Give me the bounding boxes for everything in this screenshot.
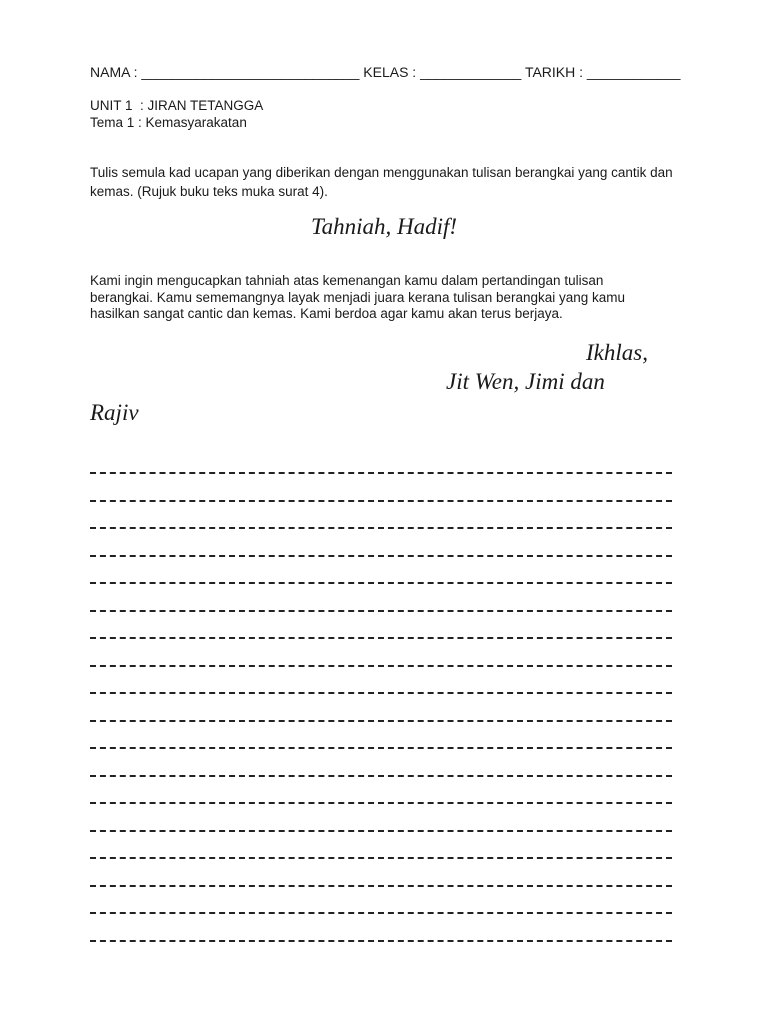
writing-line[interactable] — [90, 653, 672, 681]
writing-line[interactable] — [90, 900, 672, 928]
writing-line[interactable] — [90, 515, 672, 543]
card-title: Tahniah, Hadif! — [310, 214, 458, 239]
writing-line[interactable] — [90, 818, 672, 846]
tarikh-field[interactable]: ____________ — [586, 64, 681, 80]
writing-line[interactable] — [90, 708, 672, 736]
tarikh-label: TARIKH : — [524, 64, 584, 80]
writing-line[interactable] — [90, 845, 672, 873]
writing-line[interactable] — [90, 625, 672, 653]
sender-names-continued: Rajiv — [90, 400, 139, 425]
unit-info — [90, 97, 263, 131]
writing-line[interactable] — [90, 460, 672, 488]
theme-title: Tema 1 : Kemasyarakatan — [90, 115, 247, 130]
writing-line[interactable] — [90, 570, 672, 598]
writing-line[interactable] — [90, 598, 672, 626]
student-info-line — [90, 64, 680, 80]
nama-field[interactable]: ____________________________ — [141, 64, 360, 80]
unit-title: UNIT 1 : JIRAN TETANGGA — [90, 98, 264, 113]
writing-line[interactable] — [90, 543, 672, 571]
sender-names: Jit Wen, Jimi dan — [446, 369, 605, 394]
writing-line[interactable] — [90, 488, 672, 516]
writing-line[interactable] — [90, 790, 672, 818]
card-message: Kami ingin mengucapkan tahniah atas kemenangan kamu dalam pertandingan tulisan berangkai. Kamu sememangnya layak menjadi juara kerana tulisan berangkai yang kamu hasilkan sangat cantic dan kemas. Kami berdoa agar kamu akan terus berjaya. — [90, 273, 626, 321]
kelas-label: KELAS : — [363, 64, 417, 80]
writing-area[interactable] — [90, 460, 672, 955]
writing-line[interactable] — [90, 873, 672, 901]
kelas-field[interactable]: _____________ — [420, 64, 522, 80]
writing-line[interactable] — [90, 680, 672, 708]
nama-label: NAMA : — [90, 64, 138, 80]
writing-line[interactable] — [90, 735, 672, 763]
writing-line[interactable] — [90, 763, 672, 791]
instruction-text: Tulis semula kad ucapan yang diberikan dengan menggunakan tulisan berangkai yang cantik dan kemas. (Rujuk buku teks muka surat 4). — [90, 165, 673, 199]
closing-salutation: Ikhlas, — [586, 340, 648, 365]
writing-line[interactable] — [90, 928, 672, 956]
